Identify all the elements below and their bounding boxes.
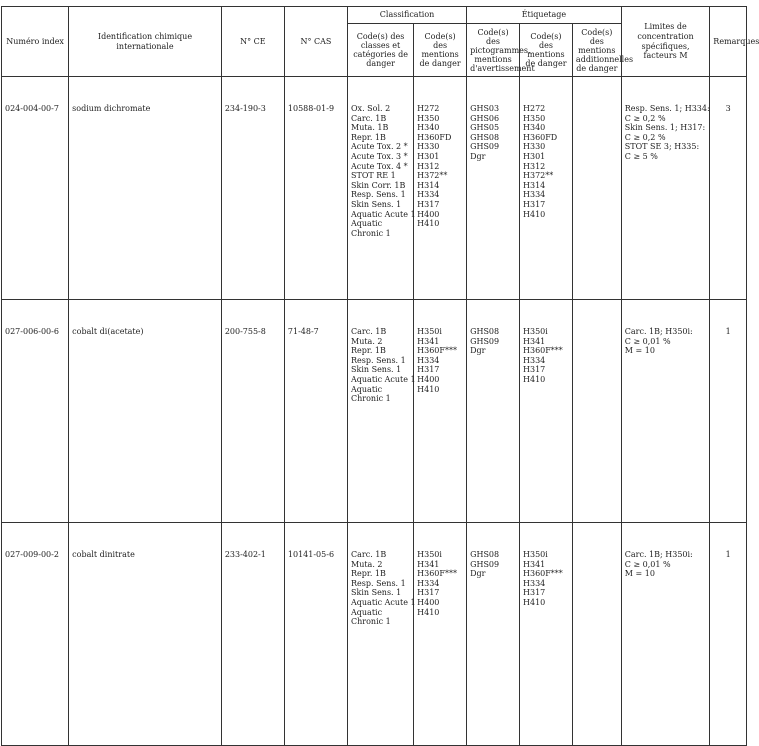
- cell-pictogram-line: GHS09: [470, 559, 500, 569]
- cell-pictogram-line: Dgr: [470, 151, 486, 161]
- cell-label-hazard-line: H340: [523, 123, 546, 133]
- cell-class-hazard-line: H272: [417, 104, 440, 113]
- cell-concentration-limits: [621, 300, 710, 523]
- cell-concentration-limits-line: M = 10: [624, 569, 655, 579]
- header-label-hazard: Code(s) des mentions de danger: [520, 24, 573, 77]
- cell-concentration-limits-line: STOT SE 3; H335:: [624, 142, 700, 152]
- header-labelling: Étiquetage: [467, 7, 622, 24]
- cell-class-hazard-line: H330: [417, 142, 440, 152]
- cell-label-hazard-line: H410: [523, 374, 546, 384]
- cell-class-codes-line: Aquatic: [351, 384, 383, 394]
- cell-cas-no: 10588-01-9: [284, 77, 347, 300]
- cell-label-hazard-line: H410: [523, 209, 546, 219]
- cell-notes: 1: [710, 300, 747, 523]
- cell-class-codes-line: Muta. 2: [351, 559, 383, 569]
- cell-class-hazard-line: H350: [417, 113, 440, 123]
- classification-table: [1, 6, 759, 746]
- cell-class-codes-line: Resp. Sens. 1: [351, 190, 406, 200]
- cell-supp-hazard: [572, 300, 621, 523]
- cell-concentration-limits-line: C ≥ 0,2 %: [624, 113, 666, 123]
- cell-label-hazard-line: H330: [523, 142, 546, 152]
- cell-class-hazard-line: H334: [417, 578, 440, 588]
- cell-class-codes-line: Skin Sens. 1: [351, 588, 402, 598]
- cell-class-hazard-line: H317: [417, 588, 440, 598]
- cell-label-hazard-line: H317: [523, 365, 546, 375]
- cell-class-hazard-line: H360F***: [417, 569, 457, 579]
- cell-class-codes-line: Chronic 1: [351, 394, 391, 404]
- cell-class-codes-line: Acute Tox. 3 *: [351, 151, 408, 161]
- header-classification: Classification: [348, 7, 467, 24]
- cell-pictogram-line: GHS09: [470, 336, 500, 346]
- header-supp-hazard: Code(s) des mentions additionnelles de danger: [572, 24, 621, 77]
- cell-supp-hazard: [572, 77, 621, 300]
- cell-class-codes-line: Acute Tox. 4 *: [351, 161, 408, 171]
- cell-pictogram-line: GHS03: [470, 104, 500, 113]
- cell-class-codes-line: Aquatic Acute 1: [351, 209, 416, 219]
- cell-class-codes-line: Repr. 1B: [351, 346, 386, 356]
- cell-concentration-limits-line: Carc. 1B; H350i:: [624, 327, 693, 336]
- cell-pictogram-line: Dgr: [470, 569, 486, 579]
- cell-class-hazard-line: H410: [417, 384, 440, 394]
- cell-label-hazard-line: H317: [523, 588, 546, 598]
- cell-label-hazard: [520, 300, 573, 523]
- cell-cas-no: 71-48-7: [284, 300, 347, 523]
- cell-class-hazard-line: H312: [417, 161, 440, 171]
- cell-class-codes-line: Carc. 1B: [351, 550, 387, 559]
- cell-label-hazard-line: H301: [523, 151, 546, 161]
- cell-label-hazard-line: H317: [523, 199, 546, 209]
- cell-concentration-limits: [621, 523, 710, 746]
- cell-concentration-limits-line: C ≥ 0,2 %: [624, 132, 666, 142]
- cell-class-codes: [348, 523, 414, 746]
- cell-label-hazard-line: H350: [523, 113, 546, 123]
- cell-class-hazard-line: H410: [417, 607, 440, 617]
- cell-chemical-id: sodium dichromate: [69, 77, 222, 300]
- cell-label-hazard-line: H350i: [523, 327, 548, 336]
- cell-class-codes-line: Acute Tox. 2 *: [351, 142, 408, 152]
- cell-class-codes-line: Muta. 2: [351, 336, 383, 346]
- cell-pictogram: [467, 523, 520, 746]
- cell-pictogram-line: GHS08: [470, 550, 500, 559]
- cell-class-hazard-line: H350i: [417, 550, 442, 559]
- header-class-codes: Code(s) des classes et catégories de danger: [348, 24, 414, 77]
- cell-concentration-limits-line: C ≥ 5 %: [624, 151, 658, 161]
- cell-class-codes-line: Aquatic Acute 1: [351, 374, 416, 384]
- header-ec-no: N° CE: [221, 7, 284, 77]
- cell-class-codes-line: Repr. 1B: [351, 132, 386, 142]
- cell-ec-no: 233-402-1: [221, 523, 284, 746]
- cell-label-hazard-line: H334: [523, 578, 546, 588]
- cell-label-hazard: [520, 77, 573, 300]
- cell-class-hazard-line: H372**: [417, 171, 448, 181]
- cell-class-hazard-line: H400: [417, 374, 440, 384]
- cell-pictogram: [467, 300, 520, 523]
- table-row: [2, 523, 747, 746]
- cell-supp-hazard: [572, 523, 621, 746]
- cell-pictogram-line: GHS08: [470, 132, 500, 142]
- header-chemical-id: Identification chimique internationale: [69, 7, 222, 77]
- cell-class-hazard-line: H314: [417, 180, 440, 190]
- cell-label-hazard-line: H334: [523, 190, 546, 200]
- cell-ec-no: 200-755-8: [221, 300, 284, 523]
- cell-class-hazard-line: H334: [417, 355, 440, 365]
- cell-class-codes: [348, 77, 414, 300]
- cell-class-codes-line: Aquatic Acute 1: [351, 597, 416, 607]
- cell-cas-no: 10141-05-6: [284, 523, 347, 746]
- cell-label-hazard-line: H312: [523, 161, 546, 171]
- cell-label-hazard-line: H350i: [523, 550, 548, 559]
- cell-concentration-limits-line: Skin Sens. 1; H317:: [624, 123, 706, 133]
- cell-class-codes-line: Muta. 1B: [351, 123, 389, 133]
- cell-label-hazard-line: H272: [523, 104, 546, 113]
- cell-pictogram-line: GHS08: [470, 327, 500, 336]
- cell-pictogram: [467, 77, 520, 300]
- cell-class-codes-line: Skin Sens. 1: [351, 199, 402, 209]
- header-cas-no: N° CAS: [284, 7, 347, 77]
- cell-class-hazard: [414, 523, 467, 746]
- cell-label-hazard-line: H360FD: [523, 132, 558, 142]
- header-row-group: [2, 7, 747, 24]
- cell-class-hazard-line: H350i: [417, 327, 442, 336]
- cell-concentration-limits-line: Carc. 1B; H350i:: [624, 550, 693, 559]
- table-body: [2, 77, 747, 746]
- cell-class-hazard-line: H341: [417, 336, 440, 346]
- cell-label-hazard-line: H314: [523, 180, 546, 190]
- cell-concentration-limits-line: C ≥ 0,01 %: [624, 336, 671, 346]
- cell-class-hazard-line: H340: [417, 123, 440, 133]
- table-row: [2, 77, 747, 300]
- cell-ec-no: 234-190-3: [221, 77, 284, 300]
- cell-label-hazard-line: H410: [523, 597, 546, 607]
- cell-class-hazard-line: H410: [417, 219, 440, 229]
- cell-class-codes-line: Resp. Sens. 1: [351, 355, 406, 365]
- cell-class-codes: [348, 300, 414, 523]
- cell-class-codes-line: Skin Sens. 1: [351, 365, 402, 375]
- cell-class-codes-line: Chronic 1: [351, 617, 391, 627]
- cell-class-hazard-line: H360F***: [417, 346, 457, 356]
- cell-class-hazard: [414, 77, 467, 300]
- cell-class-codes-line: Aquatic: [351, 607, 383, 617]
- cell-chemical-id: cobalt di(acetate): [69, 300, 222, 523]
- cell-concentration-limits-line: C ≥ 0,01 %: [624, 559, 671, 569]
- cell-notes: 3: [710, 77, 747, 300]
- cell-class-hazard-line: H334: [417, 190, 440, 200]
- cell-pictogram-line: Dgr: [470, 346, 486, 356]
- cell-class-codes-line: STOT RE 1: [351, 171, 396, 181]
- cell-class-codes-line: Chronic 1: [351, 228, 391, 238]
- cell-pictogram-line: GHS09: [470, 142, 500, 152]
- cell-notes: 1: [710, 523, 747, 746]
- header-index-no: Numéro index: [2, 7, 69, 77]
- cell-class-codes-line: Aquatic: [351, 219, 383, 229]
- cell-class-codes-line: Repr. 1B: [351, 569, 386, 579]
- cell-label-hazard-line: H341: [523, 559, 546, 569]
- cell-label-hazard-line: H360F***: [523, 569, 563, 579]
- cell-class-hazard-line: H317: [417, 199, 440, 209]
- header-notes: Remarques: [710, 7, 747, 77]
- cell-concentration-limits: [621, 77, 710, 300]
- cell-index-no: 027-009-00-2: [2, 523, 69, 746]
- cell-class-hazard-line: H400: [417, 209, 440, 219]
- cell-class-hazard-line: H301: [417, 151, 440, 161]
- cell-class-hazard: [414, 300, 467, 523]
- cell-class-codes-line: Skin Corr. 1B: [351, 180, 406, 190]
- cell-label-hazard-line: H372**: [523, 171, 554, 181]
- cell-label-hazard-line: H341: [523, 336, 546, 346]
- cell-index-no: 024-004-00-7: [2, 77, 69, 300]
- header-concentration-limits: Limites de concentration spécifiques, facteurs M: [621, 7, 710, 77]
- cell-pictogram-line: GHS05: [470, 123, 500, 133]
- cell-label-hazard-line: H334: [523, 355, 546, 365]
- cell-chemical-id: cobalt dinitrate: [69, 523, 222, 746]
- cell-class-codes-line: Ox. Sol. 2: [351, 104, 391, 113]
- cell-class-codes-line: Carc. 1B: [351, 327, 387, 336]
- cell-class-hazard-line: H341: [417, 559, 440, 569]
- cell-class-hazard-line: H400: [417, 597, 440, 607]
- cell-label-hazard: [520, 523, 573, 746]
- cell-class-codes-line: Carc. 1B: [351, 113, 387, 123]
- table-row: [2, 300, 747, 523]
- header-class-hazard: Code(s) des mentions de danger: [414, 24, 467, 77]
- cell-label-hazard-line: H360F***: [523, 346, 563, 356]
- cell-concentration-limits-line: Resp. Sens. 1; H334:: [624, 104, 710, 113]
- header-pictogram: Code(s) des pictogrammes, mentions d'avertissement: [467, 24, 520, 77]
- cell-pictogram-line: GHS06: [470, 113, 500, 123]
- cell-class-hazard-line: H317: [417, 365, 440, 375]
- cell-class-hazard-line: H360FD: [417, 132, 452, 142]
- cell-class-codes-line: Resp. Sens. 1: [351, 578, 406, 588]
- cell-concentration-limits-line: M = 10: [624, 346, 655, 356]
- cell-index-no: 027-006-00-6: [2, 300, 69, 523]
